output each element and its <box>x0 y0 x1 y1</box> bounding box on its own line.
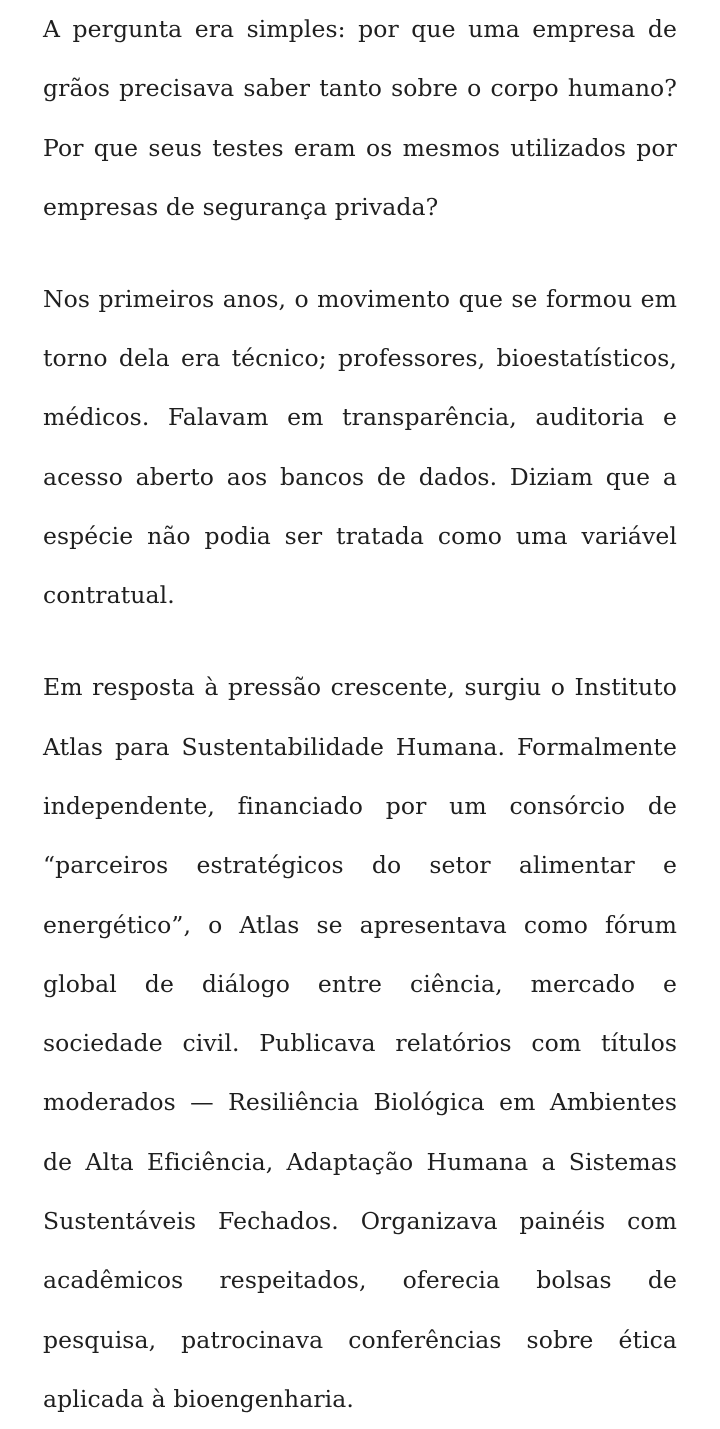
article-body <box>43 0 677 1429</box>
paragraph-early-movement: Nos primeiros anos, o movimento que se formou em torno dela era técnico; professores, bioestatísticos, médicos. Falavam em transparência, auditoria e acesso aberto aos bancos de dados. Diziam que a espécie não podia ser tratada como uma variável contratual. <box>43 284 677 610</box>
paragraph-atlas-institute: Em resposta à pressão crescente, surgiu o Instituto Atlas para Sustentabilidade Humana. Formalmente independente, financiado por um consórcio de “parceiros estratégicos do setor alimentar e energético”, o Atlas se apresentava como fórum global de diálogo entre ciência, mercado e sociedade civil. Publicava relatórios com títulos moderados — Resiliência Biológica em Ambientes de Alta Eficiência, Adaptação Humana a Sistemas Sustentáveis Fechados. Organizava painéis com acadêmicos respeitados, oferecia bolsas de pesquisa, patrocinava conferências sobre ética aplicada à bioengenharia. <box>43 673 677 1413</box>
paragraph-question: A pergunta era simples: por que uma empresa de grãos precisava saber tanto sobre o corpo humano? Por que seus testes eram os mesmos utilizados por empresas de segurança privada? <box>43 15 677 221</box>
